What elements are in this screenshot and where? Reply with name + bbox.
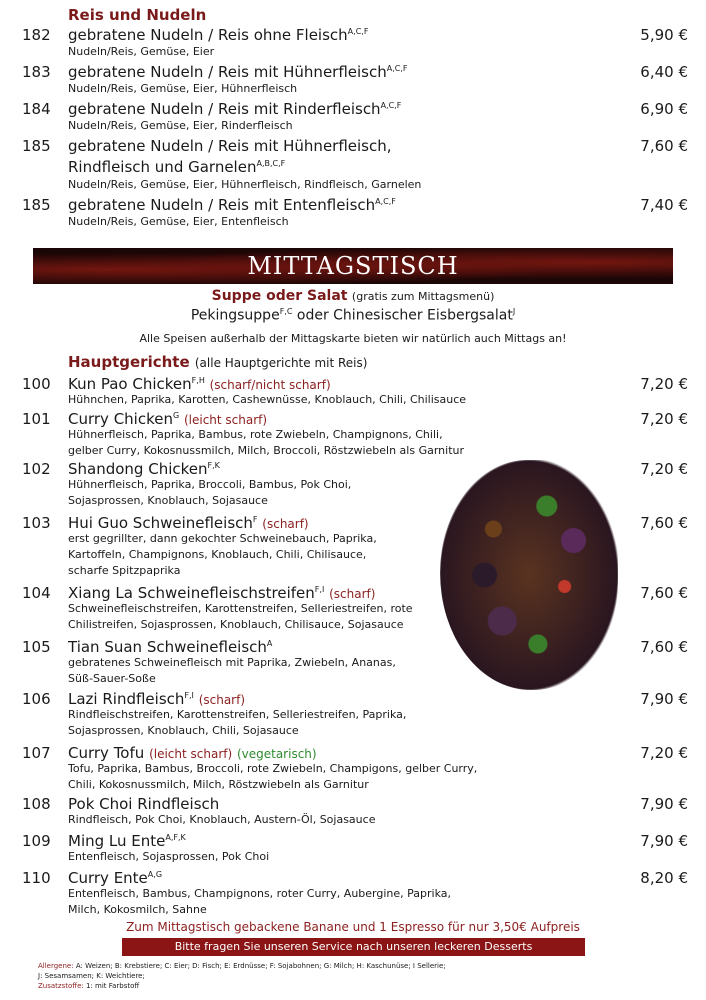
item-number: 100 <box>22 375 51 393</box>
item-description: Sojasprossen, Knoblauch, Chili, Sojasauce <box>68 724 299 737</box>
item-name: gebratene Nudeln / Reis ohne Fleisch$^{A,C,F}$ <box>68 26 369 44</box>
item-number: 185 <box>22 196 51 214</box>
item-name: Curry Chicken$^G$ (leicht scharf) <box>68 410 268 428</box>
item-description: Tofu, Paprika, Bambus, Broccoli, rote Zwiebeln, Champigons, gelber Curry, <box>68 762 478 775</box>
item-description: scharfe Spitzpaprika <box>68 564 181 577</box>
item-price: 7,40 € <box>640 196 688 214</box>
item-name: Pok Choi Rindfleisch <box>68 795 220 813</box>
item-price: 5,90 € <box>640 26 688 44</box>
item-name: Shandong Chicken$^{F,K}$ <box>68 460 220 478</box>
item-description: gelber Curry, Kokosnussmilch, Milch, Broccoli, Röstzwiebeln als Garnitur <box>68 444 465 457</box>
item-number: 182 <box>22 26 51 44</box>
item-description: Rindfleischstreifen, Karottenstreifen, Selleriestreifen, Paprika, <box>68 708 407 721</box>
item-price: 7,60 € <box>640 137 688 155</box>
item-description: erst gegrillter, dann gekochter Schweinebauch, Paprika, <box>68 532 377 545</box>
item-description: Hühnerfleisch, Paprika, Broccoli, Bambus, Pok Choi, <box>68 478 352 491</box>
item-price: 7,60 € <box>640 584 688 602</box>
item-description: Kartoffeln, Champignons, Knoblauch, Chili, Chilisauce, <box>68 548 367 561</box>
dish-photo <box>440 460 618 690</box>
soup-options: Pekingsuppe$^{F,C}$ oder Chinesischer Eisbergsalat$^J$ <box>190 307 516 324</box>
item-price: 7,20 € <box>640 460 688 478</box>
item-description: Nudeln/Reis, Gemüse, Eier, Hühnerfleisch <box>68 82 298 95</box>
item-number: 184 <box>22 100 51 118</box>
item-price: 7,90 € <box>640 690 688 708</box>
item-number: 183 <box>22 63 51 81</box>
item-name: Curry Ente$^{A,G}$ <box>68 869 163 887</box>
soup-heading: Suppe oder Salat (gratis zum Mittagsmenü) <box>211 288 495 304</box>
item-description: Milch, Kokosmilch, Sahne <box>68 903 207 916</box>
item-name: gebratene Nudeln / Reis mit Rinderfleisch$^{A,C,F}$ <box>68 100 402 118</box>
item-description: Süß-Sauer-Soße <box>68 672 156 685</box>
dessert-bar: Bitte fragen Sie unseren Service nach unseren leckeren Desserts <box>122 938 585 956</box>
item-description: Entenfleisch, Sojasprossen, Pok Choi <box>68 850 270 863</box>
item-name: gebratene Nudeln / Reis mit Hühnerfleisch, <box>68 137 392 155</box>
item-number: 106 <box>22 690 51 708</box>
item-description: Nudeln/Reis, Gemüse, Eier, Entenfleisch <box>68 215 289 228</box>
item-description: Schweinefleischstreifen, Karottenstreifen, Selleriestreifen, rote <box>68 602 413 615</box>
item-price: 7,60 € <box>640 638 688 656</box>
item-description: Rindfleisch, Pok Choi, Knoblauch, Austern-Öl, Sojasauce <box>68 813 376 826</box>
item-price: 7,20 € <box>640 744 688 762</box>
item-description: Nudeln/Reis, Gemüse, Eier, Hühnerfleisch, Rindfleisch, Garnelen <box>68 178 422 191</box>
item-number: 105 <box>22 638 51 656</box>
item-description: Nudeln/Reis, Gemüse, Eier, Rinderfleisch <box>68 119 293 132</box>
item-price: 6,90 € <box>640 100 688 118</box>
allergene-line: Allergene: A: Weizen; B: Krebstiere; C: Eier; D: Fisch; E: Erdnüsse; F: Sojabohnen; G: Milch; H: Kaschunüse; I Sellerie; <box>38 962 446 970</box>
item-number: 102 <box>22 460 51 478</box>
section-title-reis: Reis und Nudeln <box>68 6 207 24</box>
item-name: Curry Tofu (leicht scharf) (vegetarisch) <box>68 744 317 762</box>
item-description: gebratenes Schweinefleisch mit Paprika, Zwiebeln, Ananas, <box>68 656 396 669</box>
mittagstisch-banner <box>33 248 673 284</box>
lunch-note: Alle Speisen außerhalb der Mittagskarte bieten wir natürlich auch Mittags an! <box>139 332 567 345</box>
item-price: 8,20 € <box>640 869 688 887</box>
item-price: 7,90 € <box>640 832 688 850</box>
item-name-line2: Rindfleisch und Garnelen$^{A,B,C,F}$ <box>68 158 286 176</box>
item-price: 7,20 € <box>640 410 688 428</box>
item-description: Sojasprossen, Knoblauch, Sojasauce <box>68 494 268 507</box>
item-number: 109 <box>22 832 51 850</box>
item-name: Hui Guo Schweinefleisch$^F$ (scharf) <box>68 514 309 532</box>
item-description: Hühnerfleisch, Paprika, Bambus, rote Zwiebeln, Champignons, Chili, <box>68 428 443 441</box>
item-number: 110 <box>22 869 51 887</box>
item-number: 107 <box>22 744 51 762</box>
item-name: Kun Pao Chicken$^{F,H}$ (scharf/nicht scharf) <box>68 375 331 393</box>
allergene-line-2: J: Sesamsamen; K: Weichtiere; <box>38 972 145 980</box>
banner-title: MITTAGSTISCH <box>247 252 459 280</box>
section-title-hauptgerichte: Hauptgerichte (alle Hauptgerichte mit Reis) <box>68 353 368 371</box>
item-number: 104 <box>22 584 51 602</box>
item-description: Chili, Kokosnussmilch, Milch, Röstzwiebeln als Garnitur <box>68 778 369 791</box>
item-description: Entenfleisch, Bambus, Champignons, roter Curry, Aubergine, Paprika, <box>68 887 451 900</box>
item-number: 108 <box>22 795 51 813</box>
item-name: gebratene Nudeln / Reis mit Hühnerfleisch$^{A,C,F}$ <box>68 63 408 81</box>
item-price: 7,60 € <box>640 514 688 532</box>
item-price: 6,40 € <box>640 63 688 81</box>
item-description: Hühnchen, Paprika, Karotten, Cashewnüsse, Knoblauch, Chili, Chilisauce <box>68 393 467 406</box>
item-name: gebratene Nudeln / Reis mit Entenfleisch$^{A,C,F}$ <box>68 196 396 214</box>
item-name: Ming Lu Ente$^{A,F,K}$ <box>68 832 186 850</box>
item-number: 101 <box>22 410 51 428</box>
item-description: Chilistreifen, Sojasprossen, Knoblauch, Chilisauce, Sojasauce <box>68 618 404 631</box>
item-name: Xiang La Schweinefleischstreifen$^{F,I}$ (scharf) <box>68 584 376 602</box>
promo-text: Zum Mittagstisch gebackene Banane und 1 Espresso für nur 3,50€ Aufpreis <box>126 920 580 934</box>
item-description: Nudeln/Reis, Gemüse, Eier <box>68 45 215 58</box>
item-number: 185 <box>22 137 51 155</box>
zusatzstoffe-line: Zusatzstoffe: 1: mit Farbstoff <box>38 982 140 990</box>
item-price: 7,90 € <box>640 795 688 813</box>
item-price: 7,20 € <box>640 375 688 393</box>
item-number: 103 <box>22 514 51 532</box>
item-name: Lazi Rindfleisch$^{F,I}$ (scharf) <box>68 690 246 708</box>
item-name: Tian Suan Schweinefleisch$^A$ <box>68 638 273 656</box>
